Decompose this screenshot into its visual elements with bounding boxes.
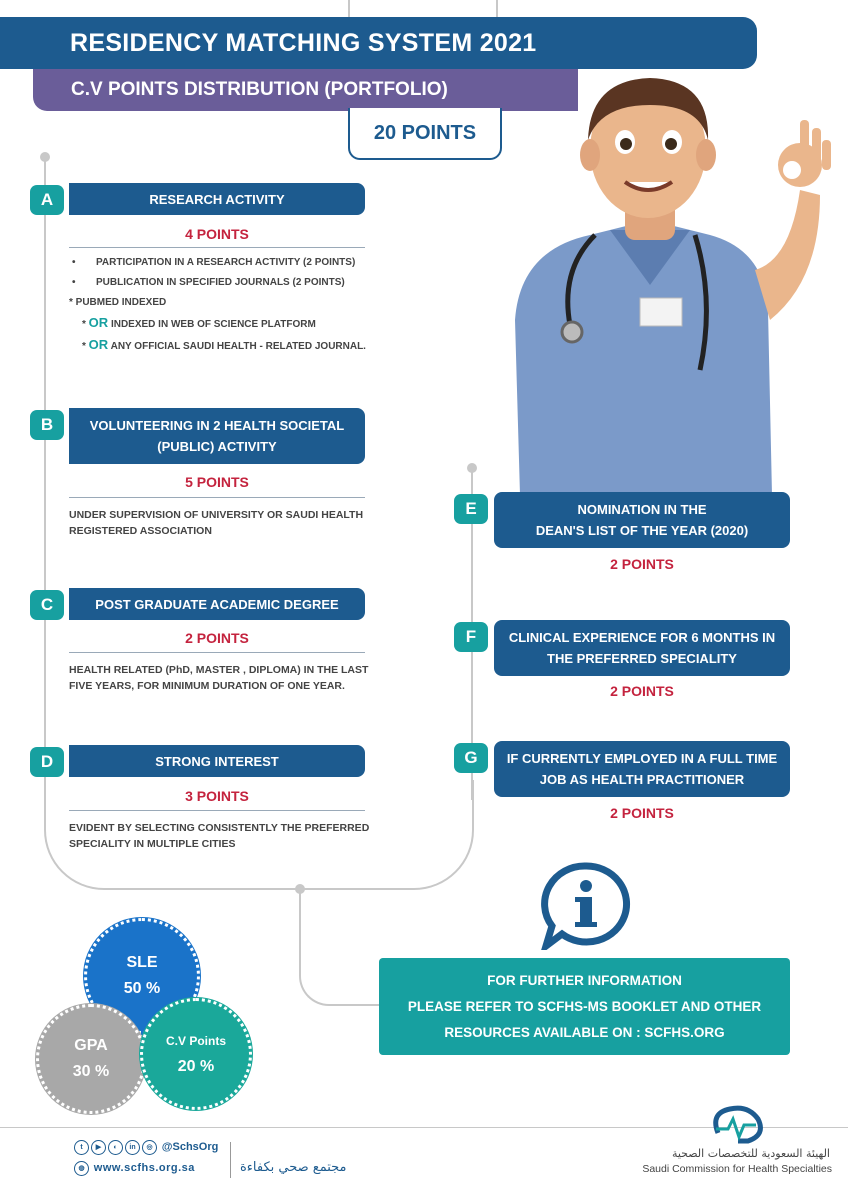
social-handle[interactable]: @SchsOrg: [161, 1141, 219, 1154]
section-a-bullet-2: PUBLICATION IN SPECIFIED JOURNALS (2 POINTS): [96, 277, 345, 288]
org-name-english: Saudi Commission for Health Specialties: [642, 1163, 832, 1175]
section-c-points: 2 POINTS: [185, 630, 249, 646]
section-d-divider: [69, 810, 365, 811]
info-line-3: RESOURCES AVAILABLE ON : SCFHS.ORG: [444, 1025, 725, 1040]
twitter-icon[interactable]: t: [74, 1140, 89, 1155]
section-a-divider: [69, 247, 365, 248]
section-b-points: 5 POINTS: [185, 474, 249, 490]
info-line-1: FOR FURTHER INFORMATION: [487, 973, 682, 988]
section-b-desc-line-2: REGISTERED ASSOCIATION: [69, 525, 212, 537]
section-g-title-line-1: IF CURRENTLY EMPLOYED IN A FULL TIME: [506, 751, 778, 766]
cv-weight-circle: [140, 998, 252, 1110]
section-b-title-line-1: VOLUNTEERING IN 2 HEALTH SOCIETAL: [89, 418, 345, 433]
section-a-details: • PARTICIPATION IN A RESEARCH ACTIVITY (2 POINTS) • PUBLICATION IN SPECIFIED JOURNALS (2 POINTS) * PUBMED INDEXED * OR INDEXED IN WEB OF SCIENCE PLATFORM * OR ANY OFFICIAL SAUDI HEALTH - RELATED JOURNAL.: [72, 253, 402, 357]
linkedin-icon[interactable]: in: [125, 1140, 140, 1155]
arabic-slogan: مجتمع صحي بكفاءة: [240, 1160, 347, 1175]
sle-value: 50 %: [123, 980, 161, 997]
social-handles: [74, 1140, 218, 1155]
page-title: RESIDENCY MATCHING SYSTEM 2021: [0, 17, 757, 69]
section-d-letter: D: [30, 747, 64, 777]
section-c-divider: [69, 652, 365, 653]
section-d-desc-line-1: EVIDENT BY SELECTING CONSISTENTLY THE PREFERRED: [69, 822, 370, 834]
section-b-divider: [69, 497, 365, 498]
section-f-letter: F: [454, 622, 488, 652]
section-a-bullet-1: PARTICIPATION IN A RESEARCH ACTIVITY (2 POINTS): [96, 257, 356, 268]
section-d-title: STRONG INTEREST: [69, 745, 365, 777]
section-e-title-line-2: DEAN'S LIST OF THE YEAR (2020): [535, 523, 749, 538]
section-a-note-3: ANY OFFICIAL SAUDI HEALTH - RELATED JOURNAL.: [110, 341, 366, 352]
info-icon: [540, 862, 632, 950]
section-b-title: [69, 408, 365, 464]
gpa-value: 30 %: [72, 1063, 110, 1080]
section-f-title: [494, 620, 790, 676]
gpa-label: GPA: [74, 1037, 108, 1054]
section-c-letter: C: [30, 590, 64, 620]
section-a-title: RESEARCH ACTIVITY: [69, 183, 365, 215]
section-d-description: [69, 820, 399, 852]
section-a-points: 4 POINTS: [185, 226, 249, 242]
top-connector-left: [348, 0, 350, 17]
youtube-icon[interactable]: ▶: [91, 1140, 106, 1155]
cv-value: 20 %: [177, 1058, 215, 1075]
cv-label: C.V Points: [165, 1034, 226, 1048]
section-c-desc-line-2: FIVE YEARS, FOR MINIMUM DURATION OF ONE YEAR.: [69, 680, 345, 692]
section-c-title: POST GRADUATE ACADEMIC DEGREE: [69, 588, 365, 620]
section-c-description: [69, 662, 399, 694]
section-e-title: [494, 492, 790, 548]
instagram-icon[interactable]: ◎: [142, 1140, 157, 1155]
section-e-title-line-1: NOMINATION IN THE: [577, 502, 707, 517]
section-f-title-line-2: THE PREFERRED SPECIALITY: [547, 651, 737, 666]
scfhs-logo-icon: [708, 1103, 766, 1145]
globe-icon: ◍: [74, 1161, 89, 1176]
section-d-points: 3 POINTS: [185, 788, 249, 804]
org-name-arabic: الهيئة السعودية للتخصصات الصحية: [671, 1147, 830, 1160]
top-connector-right: [496, 0, 498, 17]
section-a-note-2: INDEXED IN WEB OF SCIENCE PLATFORM: [110, 319, 316, 330]
page-subtitle: C.V POINTS DISTRIBUTION (PORTFOLIO): [33, 69, 578, 111]
section-d-desc-line-2: SPECIALITY IN MULTIPLE CITIES: [69, 838, 236, 850]
section-f-points: 2 POINTS: [610, 683, 674, 699]
section-c-desc-line-1: HEALTH RELATED (PhD, MASTER , DIPLOMA) IN THE LAST: [69, 664, 369, 676]
total-points-badge: 20 POINTS: [348, 108, 502, 160]
section-g-points: 2 POINTS: [610, 805, 674, 821]
section-a-or-1: OR: [88, 315, 109, 330]
section-e-letter: E: [454, 494, 488, 524]
section-g-title: [494, 741, 790, 797]
section-g-title-line-2: JOB AS HEALTH PRACTITIONER: [539, 772, 745, 787]
nurse-illustration: [500, 70, 840, 495]
website-row: [74, 1161, 195, 1176]
sle-label: SLE: [126, 954, 158, 971]
section-b-desc-line-1: UNDER SUPERVISION OF UNIVERSITY OR SAUDI HEALTH: [69, 509, 364, 521]
section-b-description: [69, 507, 399, 539]
timeline-line-left: [44, 160, 46, 820]
section-f-title-line-1: CLINICAL EXPERIENCE FOR 6 MONTHS IN: [508, 630, 776, 645]
gpa-weight-circle: [36, 1004, 146, 1114]
section-b-letter: B: [30, 410, 64, 440]
info-line-2: PLEASE REFER TO SCFHS-MS BOOKLET AND OTHER: [407, 999, 762, 1014]
footer-separator: [230, 1142, 231, 1178]
section-g-letter: G: [454, 743, 488, 773]
snapchat-icon[interactable]: ◐: [108, 1140, 123, 1155]
section-a-letter: A: [30, 185, 64, 215]
further-info-box: [379, 958, 790, 1055]
section-a-or-2: OR: [88, 337, 109, 352]
section-e-points: 2 POINTS: [610, 556, 674, 572]
website-link[interactable]: www.scfhs.org.sa: [93, 1162, 195, 1175]
section-a-note-1: * PUBMED INDEXED: [69, 297, 167, 308]
info-connector: [299, 890, 381, 1006]
section-b-title-line-2: (PUBLIC) ACTIVITY: [157, 439, 277, 454]
